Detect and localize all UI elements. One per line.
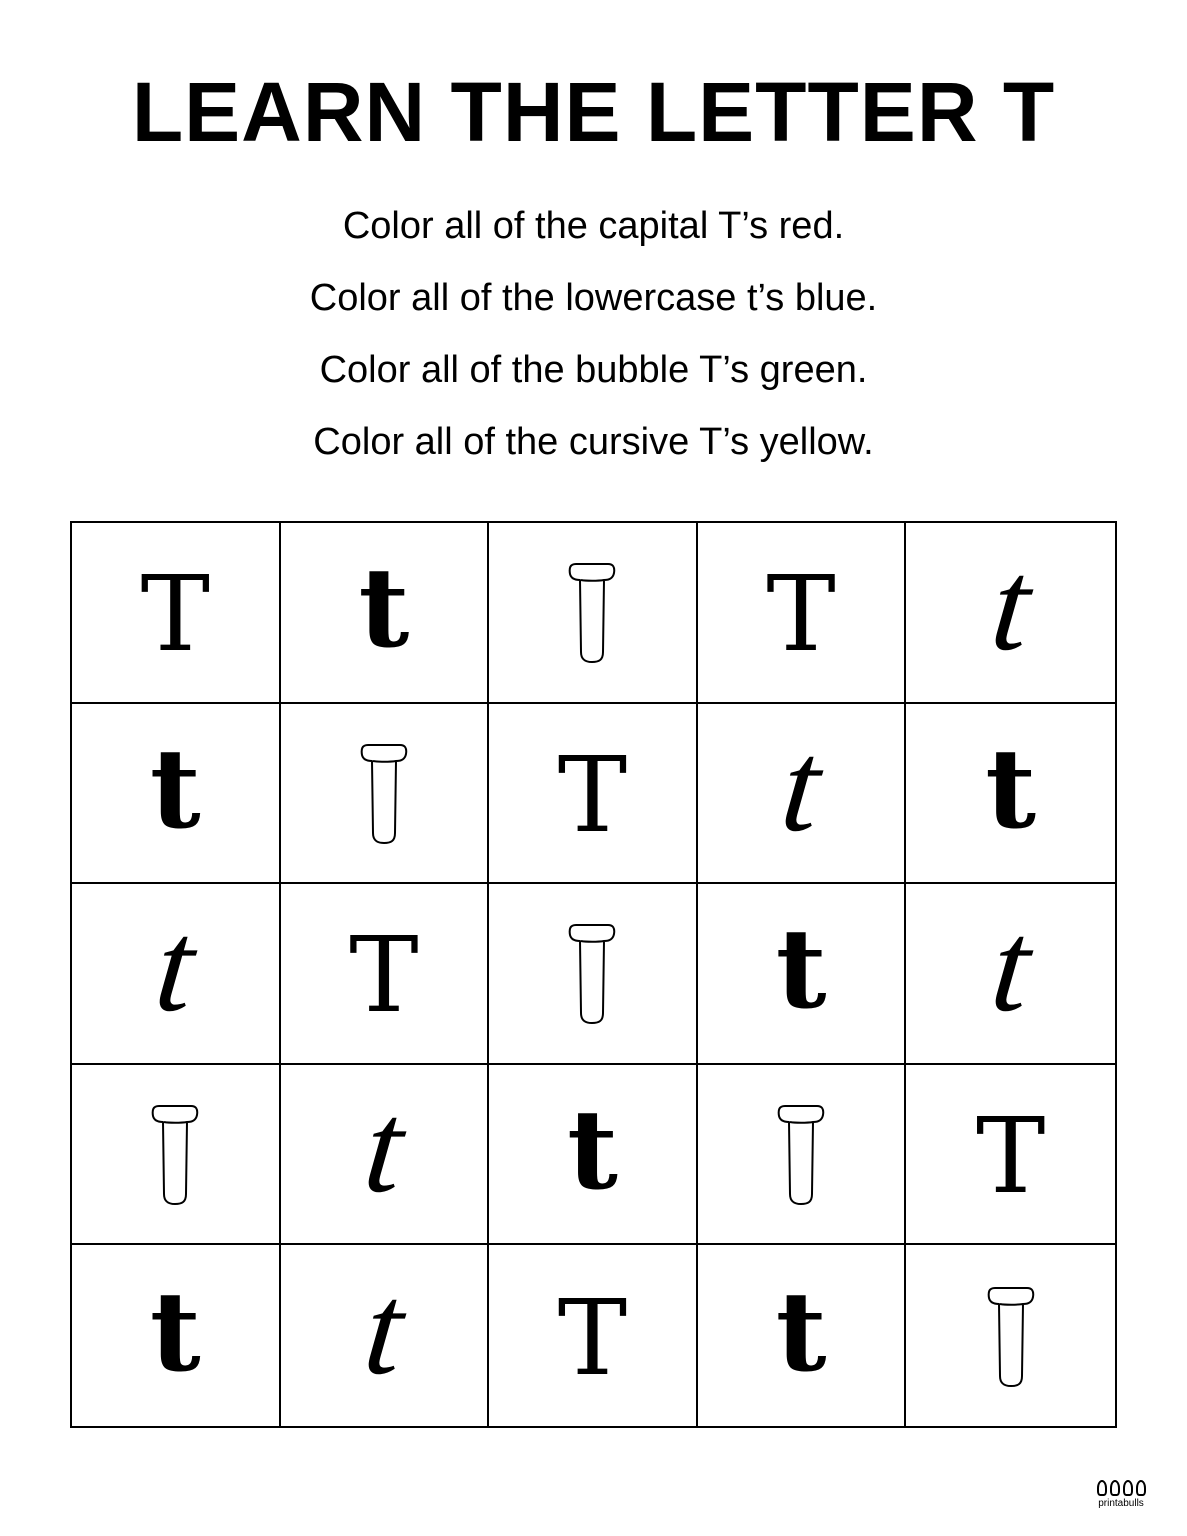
printabulls-logo [1091, 1476, 1151, 1516]
bubble-letter-t [566, 921, 618, 1025]
capital-letter-t: T [349, 914, 419, 1037]
lowercase-letter-t: t [775, 904, 827, 1034]
capital-letter-t: T [766, 553, 836, 676]
instruction-lowercase: Color all of the lowercase t’s blue. [309, 277, 878, 319]
lowercase-letter-t: t [149, 723, 201, 853]
letter-cell[interactable] [698, 523, 907, 704]
lowercase-letter-t: t [567, 1085, 618, 1215]
instruction-capital: Color all of the capital T’s red. [342, 205, 845, 247]
capital-letter-t: T [976, 1095, 1046, 1218]
cursive-letter-t: t [358, 1257, 410, 1402]
letter-cell[interactable] [906, 1065, 1115, 1246]
letter-cell[interactable] [281, 1245, 490, 1426]
lowercase-letter-t: t [775, 1266, 827, 1396]
cursive-letter-t: t [149, 895, 201, 1040]
cursive-letter-t: t [985, 534, 1037, 679]
letter-cell[interactable] [281, 523, 490, 704]
letter-cell[interactable] [72, 1245, 281, 1426]
bubble-letter-t [985, 1284, 1037, 1388]
letter-cell[interactable] [698, 1065, 907, 1246]
page-title: LEARN THE LETTER T [131, 65, 1056, 159]
lowercase-letter-t: t [149, 1266, 201, 1396]
letter-cell[interactable] [698, 884, 907, 1065]
bubble-letter-t [149, 1102, 201, 1206]
instructions-list [0, 190, 1187, 478]
letter-cell[interactable] [906, 704, 1115, 885]
bubble-letter-t [775, 1102, 827, 1206]
bubble-letter-t [566, 560, 618, 664]
paw-prints-logo-icon [1091, 1476, 1151, 1496]
cursive-letter-t: t [985, 895, 1037, 1040]
letter-cell[interactable] [489, 704, 698, 885]
letter-cell[interactable] [489, 523, 698, 704]
bubble-letter-t [358, 741, 410, 845]
capital-letter-t: T [557, 1276, 628, 1399]
cursive-letter-t: t [358, 1076, 410, 1221]
letter-cell[interactable] [489, 1065, 698, 1246]
letter-grid [70, 521, 1117, 1428]
capital-letter-t: T [140, 553, 210, 676]
lowercase-letter-t: t [985, 723, 1037, 853]
letter-cell[interactable] [906, 884, 1115, 1065]
letter-cell[interactable] [281, 1065, 490, 1246]
letter-cell[interactable] [72, 884, 281, 1065]
capital-letter-t: T [557, 733, 628, 856]
instruction-bubble: Color all of the bubble T’s green. [319, 349, 868, 391]
letter-cell[interactable] [906, 523, 1115, 704]
instruction-cursive: Color all of the cursive T’s yellow. [313, 421, 874, 463]
letter-cell[interactable] [72, 1065, 281, 1246]
letter-cell[interactable] [698, 1245, 907, 1426]
letter-cell[interactable] [906, 1245, 1115, 1426]
letter-cell[interactable] [281, 704, 490, 885]
letter-cell[interactable] [489, 884, 698, 1065]
letter-cell[interactable] [281, 884, 490, 1065]
lowercase-letter-t: t [358, 543, 410, 673]
cursive-letter-t: t [775, 714, 827, 859]
logo-brand-text: printabulls [1098, 1498, 1144, 1509]
letter-cell[interactable] [72, 704, 281, 885]
letter-cell[interactable] [489, 1245, 698, 1426]
letter-cell[interactable] [72, 523, 281, 704]
letter-cell[interactable] [698, 704, 907, 885]
